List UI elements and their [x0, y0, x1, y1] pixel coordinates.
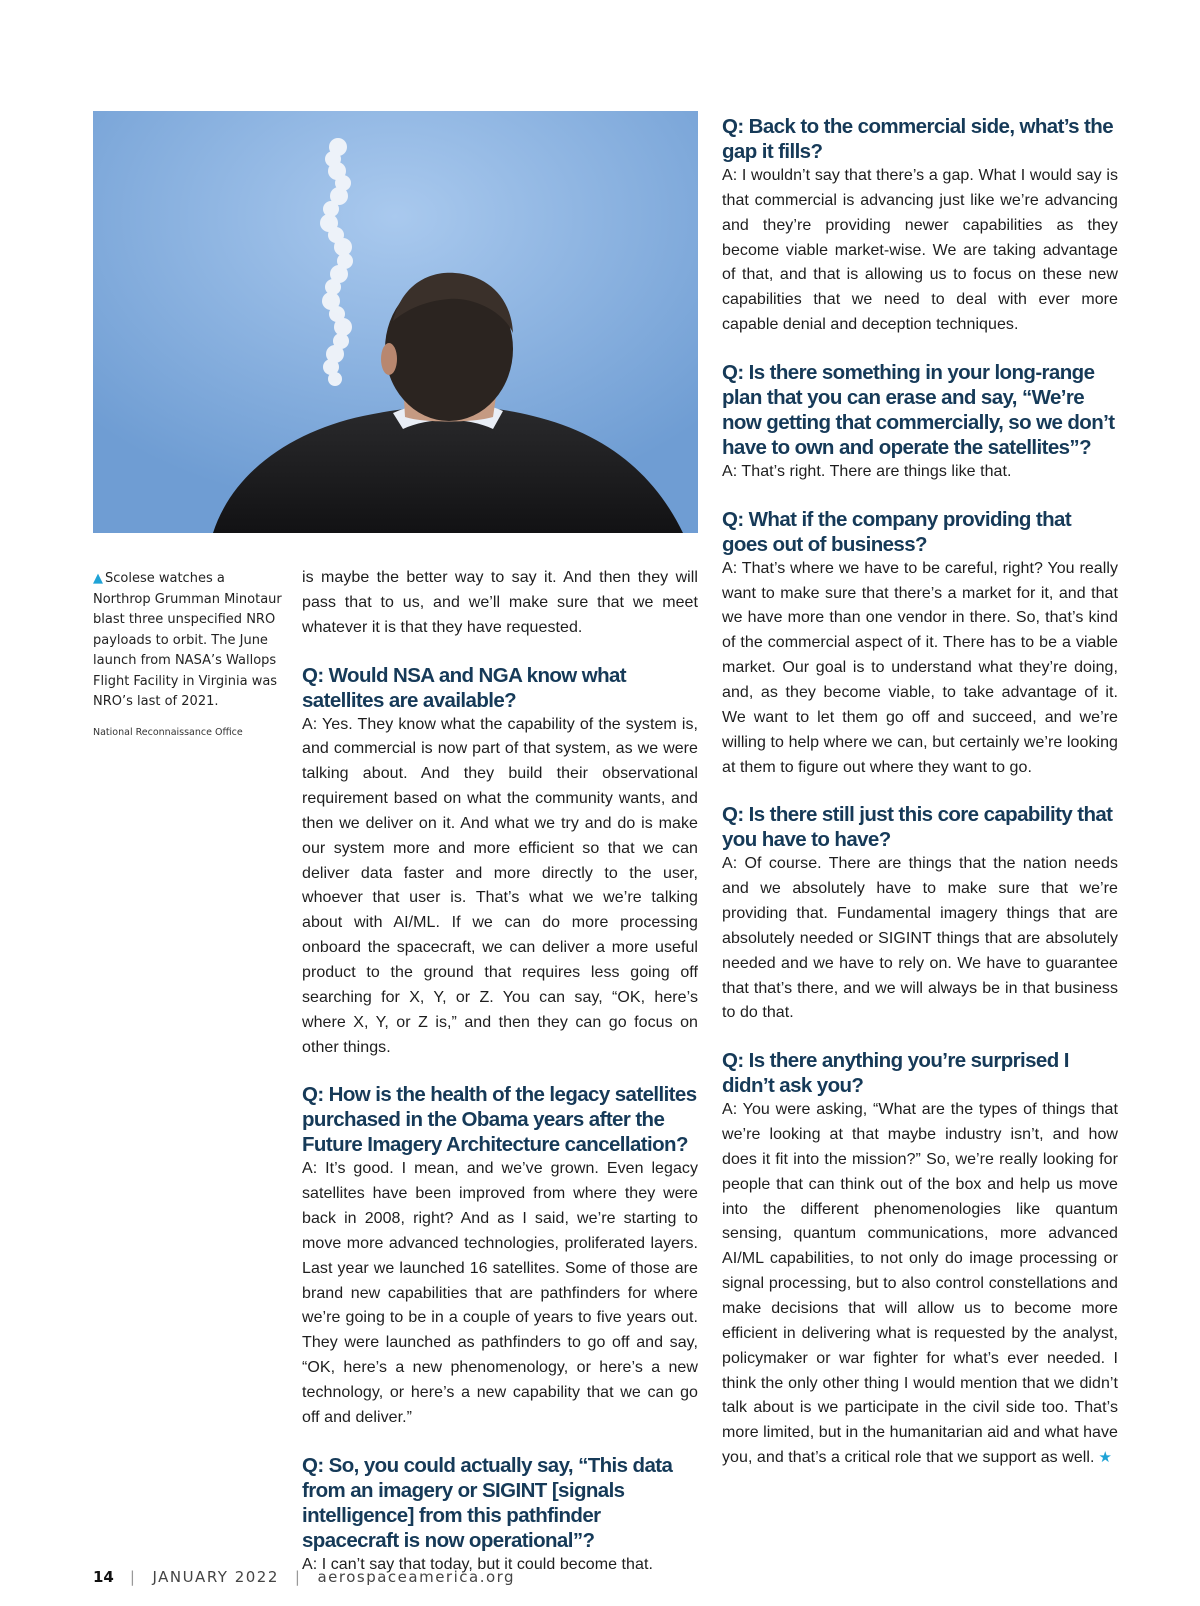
question-heading: Q: Is there something in your long-range plan that you can erase and say, “We’re now getting that commercially, so we don’t have to own and operate the satellites”? [722, 360, 1115, 459]
question-heading: Q: How is the health of the legacy satellites purchased in the Obama years after the Future Imagery Architecture cancellation? [302, 1083, 697, 1157]
answer-paragraph: A: I wouldn’t say that there’s a gap. What I would say is that commercial is advancing just like we’re advancing and they’re providing newer capabilities as they become viable market-wise. We are taking advantage of that, and that is allowing us to focus on these new capabilities that we need to deal with ever more capable denial and deception techniques. [722, 167, 1118, 334]
page-footer [93, 1568, 515, 1586]
question-heading: Q: Would NSA and NGA know what satellites are available? [302, 663, 627, 712]
caption-text: Scolese watches a Northrop Grumman Minotaur blast three unspecified NRO payloads to orbit. The June launch from NASA’s Wallops Flight Facility in Virginia was NRO’s last of 2021. [93, 571, 282, 709]
answer-paragraph: A: Yes. They know what the capability of the system is, and commercial is now part of that system, as we were talking about. And they build their observational requirement based on what the community wants, and then we deliver on it. And what we try and do is make our system more and more efficient so that we can deliver data faster and more directly to the user, whoever that user is. That’s what we we’re talking about with AI/ML. If we can do more processing onboard the spacecraft, we can deliver a more useful product to the ground that requires less going off searching for X, Y, or Z. You can say, “OK, here’s where X, Y, or Z is,” and then they can go focus on other things. [302, 715, 698, 1056]
right-column [722, 114, 1118, 1471]
lead-paragraph: is maybe the better way to say it. And then they will pass that to us, and we’ll make sure that we meet whatever it is that they have requested. [302, 569, 698, 636]
final-answer-text: A: You were asking, “What are the types of things that we’re looking at that maybe industry isn’t, and how does it fit into the mission?” So, we’re really looking for people that can think out of the box and help us move into the different phenomenologies like quantum sensing, quantum communications, more advanced AI/ML capabilities, to not only do image processing or signal processing, but to also control constellations and make decisions that will allow us to become more efficient in delivering what is requested by the analyst, policymaker or war fighter for what’s ever needed. I think the only other thing I would mention that we didn’t talk about is we participate in the civil side too. That’s more limited, but in the humanitarian aid and what have you, and that’s a critical role that we support as well. [722, 1101, 1118, 1467]
final-answer-paragraph [722, 1098, 1118, 1471]
launch-photo [93, 111, 698, 533]
triangle-up-icon: ▲ [93, 571, 103, 586]
question-heading: Q: What if the company providing that goes out of business? [722, 507, 1072, 556]
question-heading: Q: Is there anything you’re surprised I didn’t ask you? [722, 1049, 1069, 1098]
footer-divider: | [129, 1568, 137, 1586]
answer-paragraph: A: That’s where we have to be careful, right? You really want to make sure that there’s a market for it, and that we have more than one vendor in there. So, that’s kind of the commercial aspect of it. There has to be a viable market. Our goal is to understand what they’re doing, and, as they become viable, to take advantage of it. We want to let them go off and succeed, and we’re willing to help where we can, but certainly we’re looking at them to figure out where they want to go. [722, 559, 1118, 776]
photo-illustration [93, 111, 698, 533]
star-icon: ★ [1098, 1449, 1112, 1467]
middle-column [302, 566, 698, 1577]
footer-divider: | [294, 1568, 302, 1586]
answer-paragraph: A: That’s right. There are things like that. [722, 462, 1012, 480]
question-heading: Q: Is there still just this core capability that you have to have? [722, 803, 1113, 852]
answer-paragraph: A: I can’t say that today, but it could become that. [302, 1555, 653, 1573]
answer-paragraph: A: It’s good. I mean, and we’ve grown. Even legacy satellites have been improved from where they were back in 2008, right? And as I said, we’re starting to move more advanced technologies, proliferated layers. Last year we launched 16 satellites. Some of those are brand new capabilities that are pathfinders for where we’re going to be in a couple of years to five years out. They were launched as pathfinders to go off and say, “OK, here’s a new phenomenology, or here’s a new technology, or here’s a new capability that we can go off and deliver.” [302, 1160, 698, 1426]
question-heading: Q: So, you could actually say, “This data from an imagery or SIGINT [signals intelligence] from this pathfinder spacecraft is now operational”? [302, 1453, 673, 1552]
issue-date: JANUARY 2022 [152, 1568, 279, 1586]
page-number: 14 [93, 1568, 114, 1586]
answer-paragraph: A: Of course. There are things that the nation needs and we absolutely have to make sure that we’re providing that. Fundamental imagery things that are absolutely needed or SIGINT things that are absolutely needed and we have to rely on. We have to guarantee that that’s there, and we will always be in that business to do that. [722, 855, 1118, 1022]
photo-credit: National Reconnaissance Office [93, 727, 243, 738]
photo-caption [93, 569, 283, 713]
website-link[interactable]: aerospaceamerica.org [317, 1568, 516, 1586]
question-heading: Q: Back to the commercial side, what’s the gap it fills? [722, 115, 1113, 163]
